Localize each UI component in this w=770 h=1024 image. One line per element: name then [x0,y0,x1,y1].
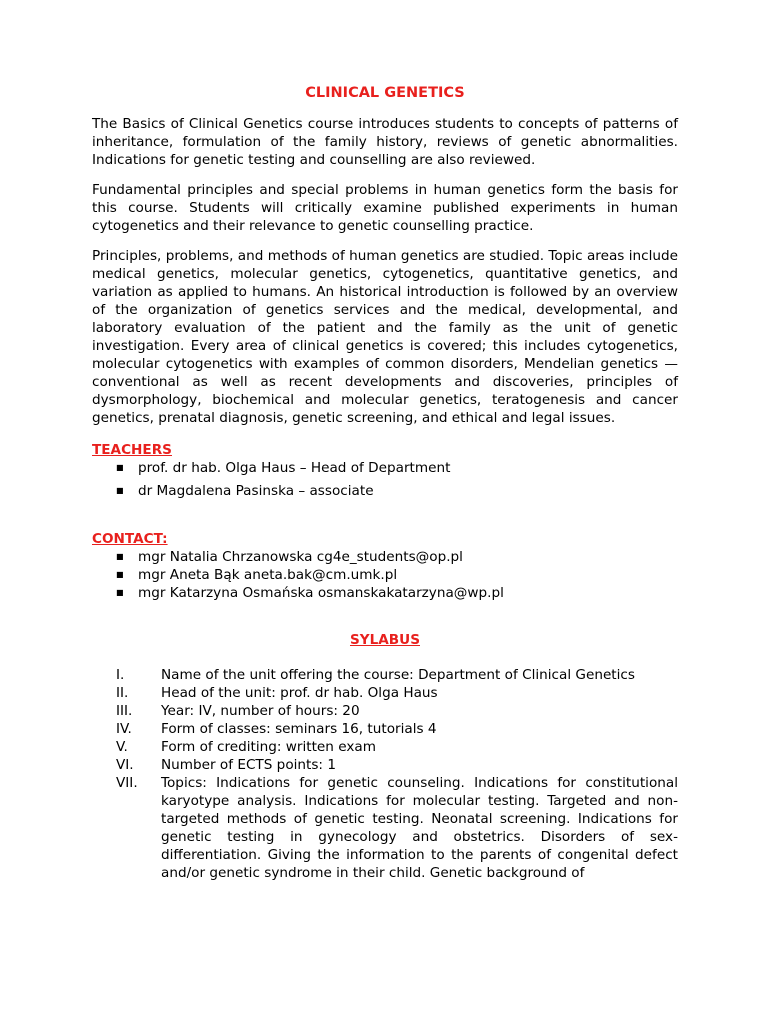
item-text: Topics: Indications for genetic counseling. Indications for constitutional karyotype analysis. Indications for molecular testing. Targeted and non-targeted methods of genetic testing. Neonatal screening. Indications for genetic testing in gynecology and obstetrics. Disorders of sex-differentiation. Giving the information to the parents of congenital defect and/or genetic syndrome in their child. Genetic background of [161,775,678,881]
list-item [92,566,678,584]
list-item [92,684,678,702]
fundamentals-paragraph: Fundamental principles and special problems in human genetics form the basis for this course. Students will critically examine published experiments in human cytogenetics and their relevance to genetic counselling practice. [92,182,678,234]
item-number: III. [116,703,133,719]
item-text: Form of crediting: written exam [161,739,376,755]
list-item [92,738,678,756]
item-number: II. [116,685,129,701]
item-text: Form of classes: seminars 16, tutorials 4 [161,721,437,737]
contact-entry: mgr Natalia Chrzanowska cg4e_students@op.pl [138,549,463,565]
list-item [92,702,678,720]
teacher-name: dr Magdalena Pasinska – associate [138,483,374,499]
list-item [92,548,678,566]
item-number: V. [116,739,128,755]
item-number: I. [116,667,125,683]
teachers-list [92,459,678,500]
square-bullet-icon: ■ [116,570,124,579]
list-item [92,584,678,602]
syllabus-heading: SYLABUS [349,632,420,648]
intro-paragraph: The Basics of Clinical Genetics course introduces students to concepts of patterns of inheritance, formulation of the family history, reviews of genetic abnormalities. Indications for genetic testing and counselling are also reviewed. [92,116,678,168]
contact-list [92,548,678,602]
item-text: Number of ECTS points: 1 [161,757,336,773]
list-item [92,482,678,500]
list-item [92,720,678,738]
contact-entry: mgr Katarzyna Osmańska osmanskakatarzyna@wp.pl [138,585,504,601]
teachers-heading: TEACHERS [92,442,172,458]
list-item [92,774,678,882]
item-number: VI. [116,757,134,773]
item-text: Name of the unit offering the course: Department of Clinical Genetics [161,667,635,683]
contact-entry: mgr Aneta Bąk aneta.bak@cm.umk.pl [138,567,398,583]
item-text: Year: IV, number of hours: 20 [161,703,360,719]
list-item [92,756,678,774]
list-item [92,666,678,684]
principles-paragraph: Principles, problems, and methods of human genetics are studied. Topic areas include medical genetics, molecular genetics, cytogenetics, quantitative genetics, and variation as applied to humans. An historical introduction is followed by an overview of the organization of genetics services and the medical, developmental, and laboratory evaluation of the patient and the family as the unit of genetic investigation. Every area of clinical genetics is covered; this includes cytogenetics, molecular cytogenetics with examples of common disorders, Mendelian genetics — conventional as well as recent developments and discoveries, principles of dysmorphology, biochemical and molecular genetics, teratogenesis and cancer genetics, prenatal diagnosis, genetic screening, and ethical and legal issues. [92,248,678,426]
item-number: VII. [116,775,138,791]
square-bullet-icon: ■ [116,463,124,472]
square-bullet-icon: ■ [116,486,124,495]
syllabus-list [92,666,678,882]
square-bullet-icon: ■ [116,552,124,561]
teacher-name: prof. dr hab. Olga Haus – Head of Department [138,460,451,476]
contact-heading: CONTACT: [92,531,168,547]
item-number: IV. [116,721,132,737]
item-text: Head of the unit: prof. dr hab. Olga Haus [161,685,438,701]
page-title: CLINICAL GENETICS [305,85,465,101]
square-bullet-icon: ■ [116,588,124,597]
list-item [92,459,678,477]
